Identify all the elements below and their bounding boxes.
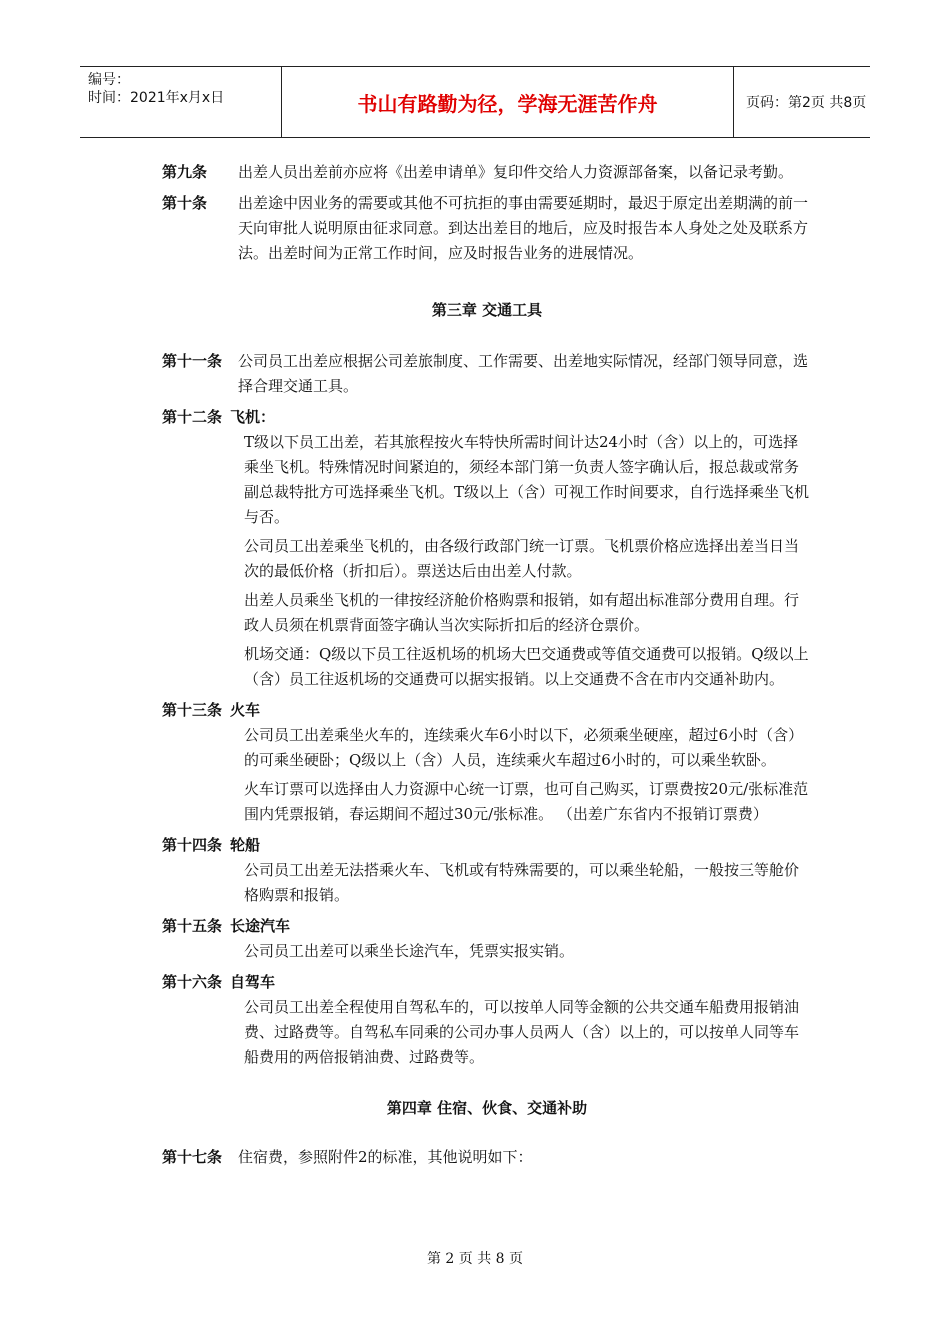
- page-header: [80, 66, 870, 138]
- article-13: [162, 698, 812, 827]
- article-paragraph: 出差人员乘坐飞机的一律按经济舱价格购票和报销，如有超出标准部分费用自理。行政人员须在机票背面签字确认当次实际折扣后的经济仓票价。: [244, 591, 800, 634]
- article-label: 第十三条: [162, 701, 223, 719]
- header-meta: [80, 67, 282, 137]
- article-17: [162, 1145, 812, 1170]
- article-16: [162, 970, 812, 1070]
- article-text: 住宿费，参照附件2的标准，其他说明如下：: [238, 1148, 533, 1166]
- article-paragraph: 公司员工出差可以乘坐长途汽车，凭票实报实销。: [244, 942, 575, 960]
- article-label: 第十二条: [162, 408, 223, 426]
- article-9: [162, 160, 812, 185]
- article-paragraph: 机场交通：Q级以下员工往返机场的机场大巴交通费或等值交通费可以报销。Q级以上（含）员工往返机场的交通费可以据实报销。以上交通费不含在市内交通补助内。: [244, 645, 809, 688]
- article-title: 飞机：: [230, 408, 276, 426]
- article-title: 长途汽车: [230, 917, 291, 935]
- article-title: 轮船: [230, 836, 261, 854]
- article-14: [162, 833, 812, 908]
- article-label: 第十七条: [162, 1148, 223, 1166]
- article-paragraph: 公司员工出差乘坐飞机的，由各级行政部门统一订票。飞机票价格应选择出差当日当次的最低价格（折扣后）。票送达后由出差人付款。: [244, 537, 800, 580]
- article-label: 第十条: [162, 194, 208, 212]
- article-paragraph: 火车订票可以选择由人力资源中心统一订票，也可自己购买，订票费按20元/张标准范围内凭票报销，春运期间不超过30元/张标准。 （出差广东省内不报销订票费）: [244, 780, 809, 823]
- chapter-4-heading: 第四章 住宿、伙食、交通补助: [386, 1099, 588, 1117]
- article-paragraph: 公司员工出差无法搭乘火车、飞机或有特殊需要的，可以乘坐轮船，一般按三等舱价格购票和报销。: [244, 861, 800, 904]
- article-text: 公司员工出差应根据公司差旅制度、工作需要、出差地实际情况，经部门领导同意，选择合理交通工具。: [238, 352, 809, 395]
- article-11: [162, 349, 812, 399]
- document-date: 时间：2021年x月x日: [88, 90, 225, 106]
- article-title: 自驾车: [230, 973, 276, 991]
- document-number-label: 编号：: [88, 72, 130, 88]
- article-12: [162, 405, 812, 692]
- article-15: [162, 914, 812, 964]
- article-label: 第十六条: [162, 973, 223, 991]
- header-page-number: 页码：第2页 共8页: [746, 95, 867, 111]
- article-paragraph: T级以下员工出差，若其旅程按火车特快所需时间计达24小时（含）以上的，可选择乘坐飞机。特殊情况时间紧迫的，须经本部门第一负责人签字确认后，报总裁或常务副总裁特批方可选择乘坐飞机。T级以上（含）可视工作时间要求，自行选择乘坐飞机与否。: [244, 433, 810, 526]
- document-body: [162, 160, 812, 1170]
- page-footer: 第 2 页 共 8 页: [426, 1251, 524, 1267]
- article-paragraph: 公司员工出差全程使用自驾私车的，可以按单人同等金额的公共交通车船费用报销油费、过路费等。自驾私车同乘的公司办事人员两人（含）以上的，可以按单人同等车船费用的两倍报销油费、过路费等。: [244, 998, 800, 1066]
- article-label: 第十一条: [162, 352, 223, 370]
- article-text: 出差途中因业务的需要或其他不可抗拒的事由需要延期时，最迟于原定出差期满的前一天向审批人说明原由征求同意。到达出差目的地后，应及时报告本人身处之处及联系方法。出差时间为正常工作时间，应及时报告业务的进展情况。: [238, 194, 809, 262]
- article-10: [162, 191, 812, 266]
- article-label: 第九条: [162, 163, 208, 181]
- article-text: 出差人员出差前亦应将《出差申请单》复印件交给人力资源部备案，以备记录考勤。: [238, 163, 794, 181]
- chapter-3-heading: 第三章 交通工具: [431, 301, 543, 319]
- header-motto: 书山有路勤为径，学海无涯苦作舟: [282, 67, 734, 137]
- article-label: 第十四条: [162, 836, 223, 854]
- article-label: 第十五条: [162, 917, 223, 935]
- article-paragraph: 公司员工出差乘坐火车的，连续乘火车6小时以下，必须乘坐硬座，超过6小时（含）的可乘坐硬卧；Q级以上（含）人员，连续乘火车超过6小时的，可以乘坐软卧。: [244, 726, 804, 769]
- article-title: 火车: [230, 701, 261, 719]
